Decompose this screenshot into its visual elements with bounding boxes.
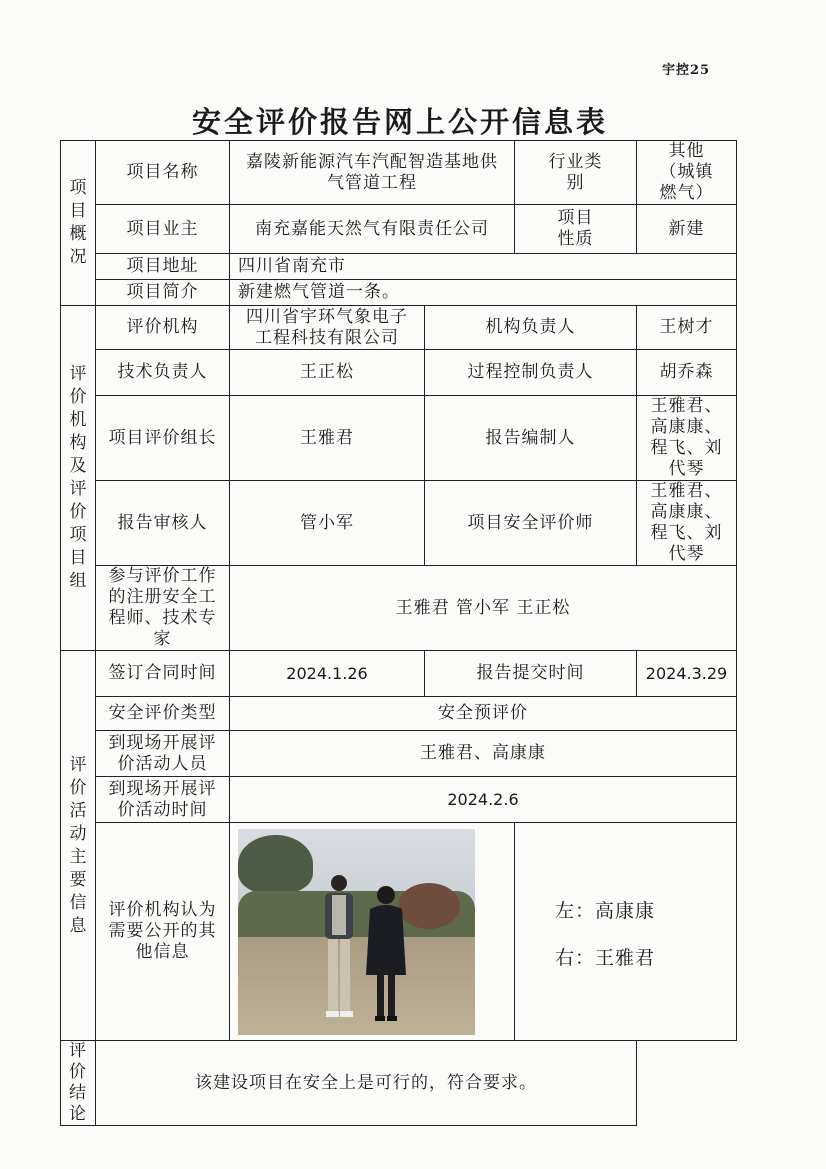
leader-label: 项目评价组长 xyxy=(96,396,230,481)
submit-date-label: 报告提交时间 xyxy=(425,651,637,697)
compiler-label: 报告编制人 xyxy=(425,396,637,481)
conclusion-label: 评价结论 xyxy=(61,1041,96,1126)
agency-label: 评价机构 xyxy=(96,306,230,350)
assessor-value: 王雅君、高康康、程飞、刘代琴 xyxy=(637,481,737,566)
agency-head-label: 机构负责人 xyxy=(425,306,637,350)
onsite-staff-label: 到现场开展评价活动人员 xyxy=(96,731,230,777)
tech-head-label: 技术负责人 xyxy=(96,350,230,396)
project-brief-value: 新建燃气管道一条。 xyxy=(230,280,737,306)
eval-type-label: 安全评价类型 xyxy=(96,697,230,731)
other-info-label: 评价机构认为需要公开的其他信息 xyxy=(96,823,230,1041)
section-overview: 项目概况 xyxy=(61,141,96,306)
project-brief-label: 项目简介 xyxy=(96,280,230,306)
person-left-figure xyxy=(320,871,358,1021)
document-code: 宇控25 xyxy=(662,63,711,78)
info-table xyxy=(60,140,737,1126)
onsite-staff-value: 王雅君、高康康 xyxy=(230,731,737,777)
person-right-figure xyxy=(364,883,408,1023)
eval-type-value: 安全预评价 xyxy=(230,697,737,731)
onsite-time-label: 到现场开展评价活动时间 xyxy=(96,777,230,823)
experts-label: 参与评价工作的注册安全工程师、技术专家 xyxy=(96,566,230,651)
section-org: 评价机构及评价项目组 xyxy=(61,306,96,651)
compiler-value: 王雅君、高康康、程飞、刘代琴 xyxy=(637,396,737,481)
onsite-time-value: 2024.2.6 xyxy=(230,777,737,823)
project-nature-value: 新建 xyxy=(637,205,737,254)
project-address-label: 项目地址 xyxy=(96,254,230,280)
site-photo xyxy=(238,829,475,1035)
caption-right: 右：王雅君 xyxy=(555,947,656,969)
project-owner-value: 南充嘉能天然气有限责任公司 xyxy=(230,205,515,254)
process-head-value: 胡乔森 xyxy=(637,350,737,396)
leader-value: 王雅君 xyxy=(230,396,425,481)
project-name-value: 嘉陵新能源汽车汽配智造基地供气管道工程 xyxy=(230,141,515,205)
caption-left: 左：高康康 xyxy=(555,900,656,922)
agency-value: 四川省宇环气象电子工程科技有限公司 xyxy=(230,306,425,350)
project-address-value: 四川省南充市 xyxy=(230,254,737,280)
assessor-label: 项目安全评价师 xyxy=(425,481,637,566)
conclusion-value: 该建设项目在安全上是可行的，符合要求。 xyxy=(96,1041,637,1126)
submit-date-value: 2024.3.29 xyxy=(637,651,737,697)
page-title: 安全评价报告网上公开信息表 xyxy=(191,105,608,139)
agency-head-value: 王树才 xyxy=(637,306,737,350)
section-activity: 评价活动主要信息 xyxy=(61,651,96,1041)
project-name-label: 项目名称 xyxy=(96,141,230,205)
photo-cell xyxy=(230,823,515,1041)
contract-date-value: 2024.1.26 xyxy=(230,651,425,697)
reviewer-label: 报告审核人 xyxy=(96,481,230,566)
industry-label: 行业类别 xyxy=(515,141,637,205)
project-nature-label: 项目性质 xyxy=(515,205,637,254)
tech-head-value: 王正松 xyxy=(230,350,425,396)
reviewer-value: 管小军 xyxy=(230,481,425,566)
process-head-label: 过程控制负责人 xyxy=(425,350,637,396)
project-owner-label: 项目业主 xyxy=(96,205,230,254)
caption-cell xyxy=(515,823,737,1041)
industry-value: 其他（城镇燃气） xyxy=(637,141,737,205)
experts-value: 王雅君 管小军 王正松 xyxy=(230,566,737,651)
contract-date-label: 签订合同时间 xyxy=(96,651,230,697)
